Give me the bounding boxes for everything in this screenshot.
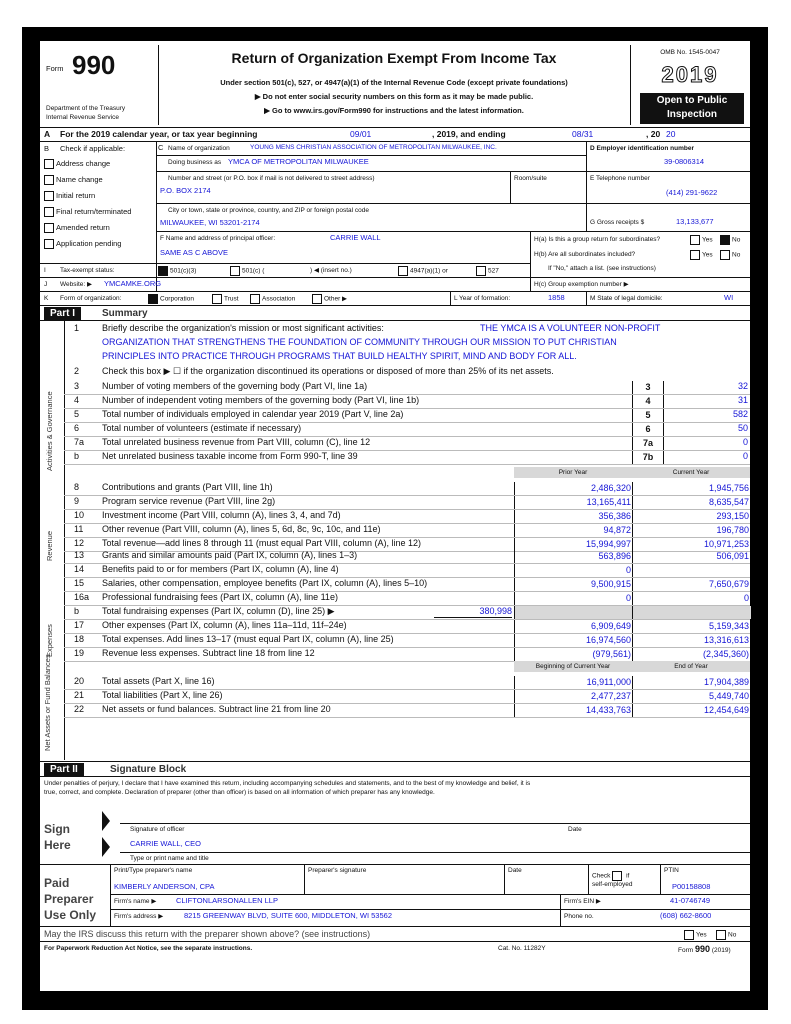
line-value[interactable]: 0 <box>742 437 748 447</box>
expense-row <box>64 634 750 648</box>
preparer-signature-label: Preparer's signature <box>308 867 367 874</box>
state-domicile-label: M State of legal domicile: <box>590 295 663 302</box>
line-b-checkbox[interactable] <box>44 175 54 185</box>
prior-year-value[interactable]: 14,433,763 <box>514 704 633 717</box>
line-text: Total revenue—add lines 8 through 11 (must equal Part VIII, column (A), line 12) <box>102 538 421 548</box>
line-text: Other expenses (Part IX, column (A), lines 11a–11d, 11f–24e) <box>102 620 347 630</box>
status-insert: ) ◀ (insert no.) <box>310 267 352 274</box>
year-formation-label: L Year of formation: <box>454 295 511 302</box>
firm-address[interactable]: 8215 GREENWAY BLVD, SUITE 600, MIDDLETON, WI 53562 <box>184 911 392 920</box>
row-divider <box>64 464 750 465</box>
line2-text: Check this box ▶ ☐ if the organization discontinued its operations or disposed of more than 25% of its net assets. <box>102 366 554 376</box>
gross-receipts-value[interactable]: 13,133,677 <box>676 217 714 226</box>
net-asset-row <box>64 704 750 718</box>
ptin-value[interactable]: P00158808 <box>672 882 711 891</box>
line-value[interactable]: 32 <box>737 381 748 391</box>
line-num: 11 <box>74 524 84 534</box>
eoy-header: End of Year <box>674 663 708 670</box>
preparer-date-label: Date <box>508 867 522 874</box>
line-box-number: 3 <box>632 381 664 394</box>
governance-row <box>64 381 750 395</box>
sign-label: Sign <box>44 822 70 836</box>
prior-year-value[interactable]: 0 <box>514 564 633 577</box>
sign-arrow-2-icon <box>102 837 110 857</box>
expense-row <box>64 564 750 578</box>
line-text: Total fundraising expenses (Part IX, column (D), line 25) ▶ <box>102 606 335 616</box>
mission-line-c[interactable]: PRINCIPLES INTO PRACTICE THROUGH PROGRAMS THAT BUILD HEALTHY SPIRIT, MIND AND BODY FOR ALL. <box>102 351 577 361</box>
line-text: Program service revenue (Part VIII, line 2g) <box>102 496 276 506</box>
line-b-checkbox[interactable] <box>44 207 54 217</box>
line-text: Number of independent voting members of the governing body (Part VI, line 1b) <box>102 395 420 405</box>
line-text: Total liabilities (Part X, line 26) <box>102 690 223 700</box>
street-label: Number and street (or P.O. box if mail is not delivered to street address) <box>168 175 375 182</box>
firm-address-label: Firm's address ▶ <box>114 913 164 920</box>
use-only-label: Use Only <box>44 908 97 922</box>
current-year-value[interactable]: 8,635,547 <box>632 496 751 509</box>
signature-date-label: Date <box>568 826 582 833</box>
line-a-end-prefix: , 20 <box>646 129 661 139</box>
line-value[interactable]: 31 <box>737 395 748 405</box>
line-text: Other revenue (Part VIII, column (A), lines 5, 6d, 8c, 9c, 10c, and 11e) <box>102 524 381 534</box>
city-label: City or town, state or province, country, and ZIP or foreign postal code <box>168 207 369 214</box>
prior-year-value[interactable]: 16,911,000 <box>514 676 633 689</box>
mission-line-a[interactable]: THE YMCA IS A VOLUNTEER NON-PROFIT <box>480 323 661 333</box>
status-4947[interactable]: 4947(a)(1) or <box>398 266 448 276</box>
line-num: 22 <box>74 704 85 714</box>
line-b-item-label: Address change <box>56 158 111 168</box>
line-num: 21 <box>74 690 85 700</box>
prior-year-value[interactable]: 563,896 <box>514 550 633 563</box>
form-word: Form <box>46 64 64 73</box>
governance-row <box>64 451 750 465</box>
mission-line-b[interactable]: ORGANIZATION THAT STRENGTHENS THE FOUNDATION OF COMMUNITY THROUGH OUR MISSION TO PUT CHRISTIAN <box>102 337 617 347</box>
year-formation-value[interactable]: 1858 <box>548 293 565 302</box>
org-form-trust[interactable]: Trust <box>212 294 239 304</box>
line-b-item-label: Amended return <box>56 222 110 232</box>
line-box-number: 7b <box>632 451 664 464</box>
tax-year-begin[interactable]: 09/01 <box>350 129 372 139</box>
line-b-item-label: Initial return <box>56 190 96 200</box>
phone-label: E Telephone number <box>590 175 650 182</box>
line-text: Investment income (Part VIII, column (A), lines 3, 4, and 7d) <box>102 510 341 520</box>
self-employed-check[interactable]: Check if <box>592 872 630 880</box>
governance-row <box>64 395 750 409</box>
street-value[interactable]: P.O. BOX 2174 <box>160 186 211 195</box>
line-num: 18 <box>74 634 85 644</box>
hb-note: If "No," attach a list. (see instructions) <box>548 265 656 272</box>
line-num: 16a <box>74 592 90 602</box>
net-asset-row <box>64 690 750 704</box>
side-label-expenses: Expenses <box>45 624 54 657</box>
expense-row <box>64 620 750 634</box>
line-b-item-label: Final return/terminated <box>56 206 132 216</box>
page-background <box>22 27 768 1010</box>
website-value[interactable]: YMCAMKE.ORG <box>104 279 162 288</box>
current-year-value[interactable]: 0 <box>632 592 751 605</box>
principal-officer-address[interactable]: SAME AS C ABOVE <box>160 248 228 257</box>
form-number: 990 <box>72 50 116 80</box>
form-title: Return of Organization Exempt From Income Tax <box>231 50 557 66</box>
expense-row <box>64 550 750 564</box>
line-num: 4 <box>74 395 80 405</box>
prior-year-value[interactable]: 94,872 <box>514 524 633 537</box>
here-label: Here <box>44 838 71 852</box>
state-domicile-value[interactable]: WI <box>724 293 734 302</box>
expense-row <box>64 648 750 662</box>
line-num: 5 <box>74 409 80 419</box>
org-form-association[interactable]: Association <box>250 294 295 304</box>
line-box-number: 4 <box>632 395 664 408</box>
form-990 <box>40 41 750 991</box>
hc-label: H(c) Group exemption number ▶ <box>534 281 629 288</box>
line-box-number: 6 <box>632 423 664 436</box>
line-box-number: 5 <box>632 409 664 422</box>
preparer-name-label: Print/Type preparer's name <box>114 867 193 874</box>
org-form-label: Form of organization: <box>60 295 122 302</box>
prior-year-value[interactable]: 0 <box>514 592 633 605</box>
line1-text: Briefly describe the organization's mission or most significant activities: <box>102 323 384 333</box>
org-form-corporation[interactable]: Corporation <box>148 294 194 304</box>
prior-year-value[interactable]: 356,386 <box>514 510 633 523</box>
line-num: 19 <box>74 648 85 658</box>
form-id-box <box>40 45 158 127</box>
status-501c[interactable]: 501(c) ( <box>230 266 264 276</box>
ha-yes[interactable]: Yes <box>690 235 713 245</box>
penalty-line-1: Under penalties of perjury, I declare that I have examined this return, including accompanying schedules and statements, and to the best of my knowledge and belief, it is <box>44 780 531 787</box>
dba-label: Doing business as <box>168 159 222 166</box>
org-name-label: Name of organization <box>168 145 230 152</box>
expense-row <box>64 592 750 606</box>
subtitle-2: ▶ Do not enter social security numbers on this form as it may be made public. <box>254 92 534 101</box>
line-num: 3 <box>74 381 80 391</box>
line-text: Revenue less expenses. Subtract line 18 from line 12 <box>102 648 315 658</box>
line-b-item-label: Name change <box>56 174 103 184</box>
inline-value[interactable]: 380,998 <box>434 607 512 618</box>
revenue-row <box>64 524 750 538</box>
line-text: Contributions and grants (Part VIII, line 1h) <box>102 482 273 492</box>
line-b-checkbox[interactable] <box>44 159 54 169</box>
preparer-label: Preparer <box>44 892 94 906</box>
line-a-mid: , 2019, and ending <box>432 129 506 139</box>
current-year-value[interactable]: 196,780 <box>632 524 751 537</box>
current-year-value[interactable]: 7,650,679 <box>632 578 751 591</box>
side-label-governance: Activities & Governance <box>45 391 54 471</box>
firm-name[interactable]: CLIFTONLARSONALLEN LLP <box>176 896 278 905</box>
line-b-item[interactable] <box>44 207 131 217</box>
self-employed-label: self-employed <box>592 881 633 888</box>
current-year-value[interactable]: 13,316,613 <box>632 634 751 647</box>
line-box-number: 7a <box>632 437 664 450</box>
status-527[interactable]: 527 <box>476 266 499 276</box>
org-name[interactable]: YOUNG MENS CHRISTIAN ASSOCIATION OF METROPOLITAN MILWAUKEE, INC. <box>250 144 497 151</box>
ha-label: H(a) Is this a group return for subordinates? <box>534 236 661 243</box>
line-text: Number of voting members of the governing body (Part VI, line 1a) <box>102 381 368 391</box>
principal-officer-name[interactable]: CARRIE WALL <box>330 233 381 242</box>
line-i-label: I <box>44 267 46 274</box>
phone-value[interactable]: (414) 291-9622 <box>666 188 718 197</box>
current-year-value[interactable]: 5,159,343 <box>632 620 751 633</box>
line-b-label: B <box>44 144 50 153</box>
line-b-item-label: Application pending <box>56 238 122 248</box>
current-year-value[interactable] <box>632 606 751 619</box>
line-b-item[interactable] <box>44 175 103 185</box>
preparer-name[interactable]: KIMBERLY ANDERSON, CPA <box>114 882 215 891</box>
line-i-text: Tax-exempt status: <box>60 267 115 274</box>
part1-title: Summary <box>102 308 148 319</box>
line-num: 14 <box>74 564 85 574</box>
prior-year-header: Prior Year <box>558 469 588 476</box>
current-year-value[interactable] <box>632 564 751 577</box>
paid-label: Paid <box>44 876 70 890</box>
line-b-item[interactable] <box>44 191 95 201</box>
city-value[interactable]: MILWAUKEE, WI 53201-2174 <box>160 218 260 227</box>
line-b-item[interactable] <box>44 239 121 249</box>
line-num: 6 <box>74 423 80 433</box>
line-num: 10 <box>74 510 85 520</box>
subtitle-3: ▶ Go to www.irs.gov/Form990 for instructions and the latest information. <box>264 106 524 115</box>
subtitle-1: Under section 501(c), 527, or 4947(a)(1) of the Internal Revenue Code (except private foundations) <box>220 78 568 87</box>
line1-num: 1 <box>74 323 80 333</box>
website-label: Website: ▶ <box>60 281 92 288</box>
current-year-value[interactable]: 506,091 <box>632 550 751 563</box>
hb-yes[interactable]: Yes <box>690 250 713 260</box>
line-num: 17 <box>74 620 85 630</box>
line-text: Total assets (Part X, line 16) <box>102 676 215 686</box>
phone-no-label: Phone no. <box>564 913 594 920</box>
penalty-line-2: true, correct, and complete. Declaration of preparer (other than officer) is based on all information of which preparer has any knowledge. <box>44 789 435 796</box>
part2-title: Signature Block <box>110 764 187 775</box>
type-name-label: Type or print name and title <box>130 855 209 862</box>
line-num: 7a <box>74 437 85 447</box>
prior-year-value[interactable]: 13,165,411 <box>514 496 633 509</box>
prior-year-value[interactable]: 9,500,915 <box>514 578 633 591</box>
current-year-header: Current Year <box>672 469 710 476</box>
discuss-no[interactable]: No <box>716 930 736 940</box>
ein-value[interactable]: 39-0806314 <box>664 157 705 166</box>
line-text: Total number of individuals employed in calendar year 2019 (Part V, line 2a) <box>102 409 404 419</box>
dba-value[interactable]: YMCA OF METROPOLITAN MILWAUKEE <box>228 157 369 166</box>
line-b-item[interactable] <box>44 223 110 233</box>
line-text: Benefits paid to or for members (Part IX, column (A), line 4) <box>102 564 339 574</box>
line-k-label: K <box>44 295 49 302</box>
side-label-net-assets: Net Assets or Fund Balances <box>43 654 52 751</box>
part2-label: Part II <box>44 763 84 776</box>
expense-row <box>64 606 750 620</box>
line-text: Professional fundraising fees (Part IX, column (A), line 11e) <box>102 592 338 602</box>
line-c-label: C <box>158 143 164 152</box>
omb-number: OMB No. 1545-0047 <box>660 49 720 56</box>
status-501c3[interactable]: 501(c)(3) <box>158 266 196 276</box>
line-text: Net assets or fund balances. Subtract line 21 from line 20 <box>102 704 331 714</box>
line-b-title: Check if applicable: <box>60 144 126 153</box>
current-year-value[interactable]: 17,904,389 <box>632 676 751 689</box>
line-value[interactable]: 50 <box>737 423 748 433</box>
line-num: 8 <box>74 482 80 492</box>
current-year-value[interactable]: 1,945,756 <box>632 482 751 495</box>
room-label: Room/suite <box>514 175 547 182</box>
hb-label: H(b) Are all subordinates included? <box>534 251 636 258</box>
boy-header: Beginning of Current Year <box>535 663 611 670</box>
ptin-label: PTIN <box>664 867 679 874</box>
line-value[interactable]: 582 <box>732 409 748 419</box>
line-text: Total number of volunteers (estimate if necessary) <box>102 423 302 433</box>
line-a-label: A <box>44 129 51 139</box>
line-a-text: For the 2019 calendar year, or tax year beginning <box>60 129 258 139</box>
line-value[interactable]: 0 <box>742 451 748 461</box>
line-j-label: J <box>44 281 48 288</box>
signature-label: Signature of officer <box>130 826 185 833</box>
line-num: 20 <box>74 676 85 686</box>
line-num: 12 <box>74 538 85 548</box>
revenue-row <box>64 496 750 510</box>
tax-year: 2019 <box>661 62 719 87</box>
sign-arrow-icon <box>102 811 110 831</box>
paperwork-notice: For Paperwork Reduction Act Notice, see the separate instructions. <box>44 945 253 952</box>
open-to-public-badge: Open to Public Inspection <box>640 93 744 124</box>
prior-year-value[interactable]: 2,486,320 <box>514 482 633 495</box>
side-label-revenue: Revenue <box>45 530 54 561</box>
current-year-value[interactable]: 293,150 <box>632 510 751 523</box>
line-text: Total expenses. Add lines 13–17 (must equal Part IX, column (A), line 25) <box>102 634 394 644</box>
line-b-checkbox[interactable] <box>44 223 54 233</box>
firm-ein[interactable]: 41-0746749 <box>670 896 711 905</box>
current-year-value[interactable]: 5,449,740 <box>632 690 751 703</box>
current-year-value[interactable]: 10,971,253 <box>632 538 751 551</box>
preparer-phone[interactable]: (608) 662-8600 <box>660 911 712 920</box>
firm-name-label: Firm's name ▶ <box>114 898 157 905</box>
governance-row <box>64 423 750 437</box>
part1-label: Part I <box>44 307 81 320</box>
line-b-item[interactable] <box>44 159 110 169</box>
governance-row <box>64 437 750 451</box>
current-year-value[interactable]: 12,454,649 <box>632 704 751 717</box>
line-num: 13 <box>74 550 85 560</box>
prior-year-value[interactable]: 2,477,237 <box>514 690 633 703</box>
officer-name[interactable]: CARRIE WALL, CEO <box>130 839 201 848</box>
current-year-value[interactable]: (2,345,360) <box>632 648 751 661</box>
ha-no[interactable]: No <box>720 235 740 245</box>
discuss-question: May the IRS discuss this return with the preparer shown above? (see instructions) <box>44 929 371 939</box>
principal-officer-label: F Name and address of principal officer: <box>160 235 276 242</box>
row-divider <box>64 717 750 718</box>
line-text: Total unrelated business revenue from Part VIII, column (C), line 12 <box>102 437 371 447</box>
tax-year-end[interactable]: 08/31 <box>572 129 594 139</box>
footer-form-id: Form 990 (2019) <box>678 944 731 954</box>
line-text: Grants and similar amounts paid (Part IX, column (A), lines 1–3) <box>102 550 358 560</box>
net-asset-row <box>64 676 750 690</box>
dept-irs: Internal Revenue Service <box>46 114 119 121</box>
tax-year-end-year[interactable]: 20 <box>666 129 676 139</box>
line-text: Salaries, other compensation, employee benefits (Part IX, column (A), lines 5–10) <box>102 578 428 588</box>
governance-row <box>64 409 750 423</box>
revenue-row <box>64 510 750 524</box>
org-form-other[interactable]: Other ▶ <box>312 294 347 304</box>
line-num: b <box>74 451 80 461</box>
dept-treasury: Department of the Treasury <box>46 105 126 112</box>
prior-year-value[interactable]: 15,994,997 <box>514 538 633 551</box>
line2-num: 2 <box>74 366 80 376</box>
gross-receipts-label: G Gross receipts $ <box>590 219 645 226</box>
prior-year-value[interactable]: 6,909,649 <box>514 620 633 633</box>
line-num: 15 <box>74 578 85 588</box>
line-b-checkbox[interactable] <box>44 239 54 249</box>
firm-ein-label: Firm's EIN ▶ <box>564 898 601 905</box>
line-num: b <box>74 606 80 616</box>
expense-row <box>64 578 750 592</box>
line-num: 9 <box>74 496 80 506</box>
prior-year-value[interactable] <box>514 606 633 619</box>
cat-number: Cat. No. 11282Y <box>498 945 546 952</box>
hb-no[interactable]: No <box>720 250 740 260</box>
discuss-yes[interactable]: Yes <box>684 930 707 940</box>
line-b-checkbox[interactable] <box>44 191 54 201</box>
line-text: Net unrelated business taxable income from Form 990-T, line 39 <box>102 451 358 461</box>
ein-label: D Employer identification number <box>590 145 695 152</box>
prior-year-value[interactable]: (979,561) <box>514 648 633 661</box>
revenue-row <box>64 482 750 496</box>
prior-year-value[interactable]: 16,974,560 <box>514 634 633 647</box>
